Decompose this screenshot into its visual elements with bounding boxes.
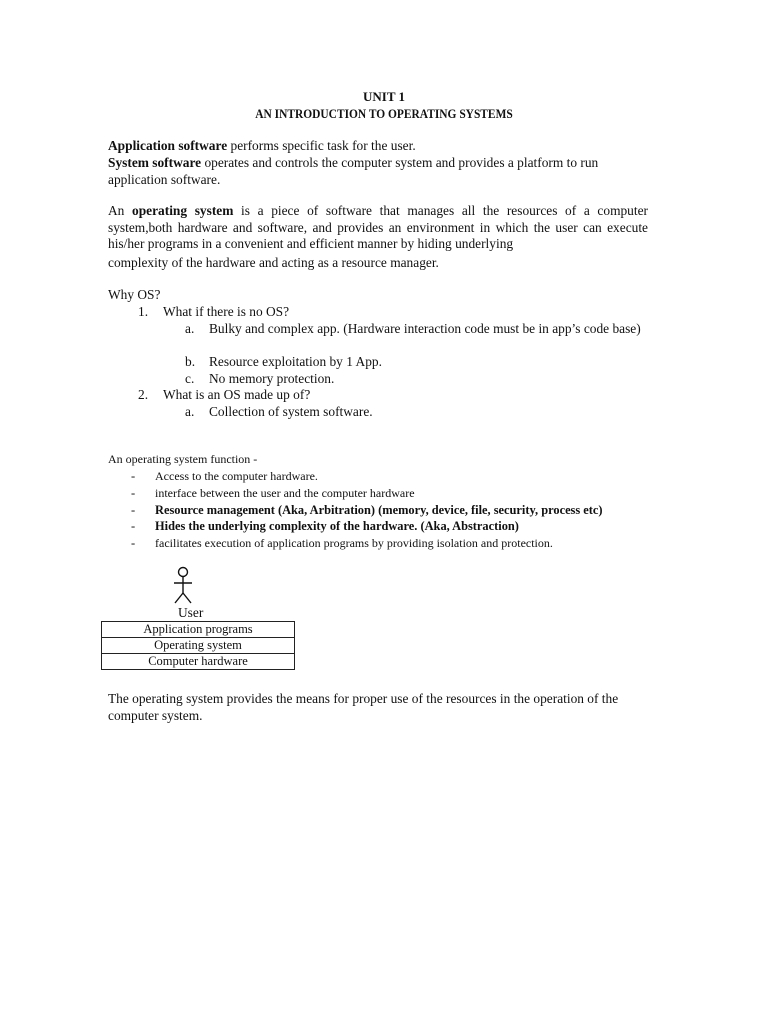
bullet-dash: - [131, 519, 136, 533]
function-item: facilitates execution of application programs by providing isolation and protection. [155, 536, 553, 550]
system-software-term: System software [108, 155, 202, 170]
q2-item-a-marker: a. [185, 404, 195, 419]
os-para-line2: system,both hardware and software, and provides an environment in which the user can [108, 219, 602, 235]
layer-computer-hardware: Computer hardware [102, 654, 295, 670]
function-item: Hides the underlying complexity of the hardware. (Aka, Abstraction) [155, 519, 519, 533]
os-para-line4: complexity of the hardware and acting as a resource manager. [108, 255, 439, 270]
unit-heading: UNIT 1 [362, 89, 406, 104]
application-software-description: performs specific task for the user. [227, 138, 416, 153]
os-para-intro: An [108, 203, 133, 218]
system-software-definition [108, 154, 598, 171]
bullet-dash: - [131, 503, 136, 517]
bullet-dash: - [131, 486, 136, 500]
q1-item-c: No memory protection. [209, 371, 335, 386]
question-2-number: 2. [138, 387, 149, 402]
application-software-term: Application software [108, 138, 228, 153]
stick-figure-icon [168, 566, 198, 606]
question-1-number: 1. [138, 304, 149, 319]
operating-system-term: operating system [132, 203, 234, 218]
q1-item-b: Resource exploitation by 1 App. [209, 354, 382, 369]
os-layer-diagram [101, 621, 295, 670]
question-2: What is an OS made up of? [163, 387, 311, 402]
function-item: Resource management (Aka, Arbitration) (memory, device, file, security, process etc) [155, 503, 603, 517]
application-software-definition [108, 137, 416, 154]
os-para-line1: is a piece of software that manages all the resources of a computer [233, 203, 649, 218]
q1-item-a-marker: a. [185, 321, 195, 336]
os-para-line3: execute his/her programs in a convenient and efficient manner by hiding underlying [108, 219, 648, 252]
document-title: AN INTRODUCTION TO OPERATING SYSTEMS [255, 106, 513, 121]
function-item: interface between the user and the computer hardware [155, 486, 415, 500]
function-item: Access to the computer hardware. [155, 469, 318, 483]
system-software-description: operates and controls the computer system and provides a platform to run [201, 155, 599, 170]
q1-item-a: Bulky and complex app. (Hardware interaction code must be in app’s code base) [209, 321, 641, 336]
user-label: User [178, 605, 204, 620]
layer-application-programs: Application programs [102, 622, 295, 638]
q2-item-a: Collection of system software. [209, 404, 373, 419]
bullet-dash: - [131, 469, 136, 483]
layer-operating-system: Operating system [102, 638, 295, 654]
bullet-dash: - [131, 536, 136, 550]
q1-item-b-marker: b. [185, 354, 196, 369]
system-software-description-cont: application software. [108, 172, 221, 187]
why-os-heading: Why OS? [108, 287, 161, 302]
q1-item-c-marker: c. [185, 371, 195, 386]
os-definition-paragraph [108, 203, 648, 253]
closing-paragraph: The operating system provides the means for proper use of the resources in the operation of the computer system. [108, 691, 619, 723]
functions-heading: An operating system function - [108, 452, 258, 466]
question-1: What if there is no OS? [163, 304, 290, 319]
